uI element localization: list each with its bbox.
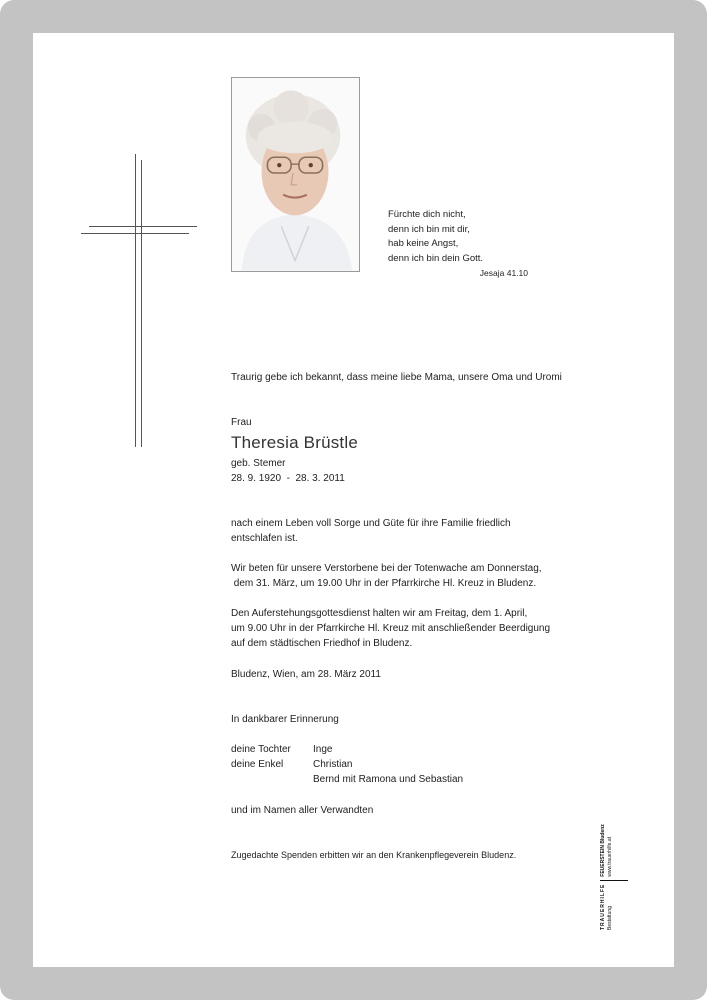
imprint-url[interactable]: www.trauerhilfe.at [606, 836, 613, 877]
verse-line: denn ich bin dein Gott. [388, 252, 484, 264]
family-names: Inge [313, 744, 333, 755]
funeral-line-1: Den Auferstehungsgottesdienst halten wir am Freitag, dem 1. April, [231, 608, 528, 619]
family-list [231, 742, 463, 787]
announcement-text: Traurig gebe ich bekannt, dass meine liebe Mama, unsere Oma und Uromi [231, 372, 562, 383]
imprint-brand-block [600, 884, 628, 930]
imprint-brand: TRAUERHILFE [600, 883, 606, 930]
family-names: Bernd mit Ramona und Sebastian [313, 774, 464, 785]
funeral-line-3: auf dem städtischen Friedhof in Bludenz. [231, 638, 413, 649]
imprint-subtitle: Bestattung [606, 906, 613, 930]
family-row [231, 742, 463, 757]
family-relation [231, 772, 313, 787]
passing-line-2: entschlafen ist. [231, 533, 298, 544]
imprint-company-block [600, 824, 628, 877]
verse-reference: Jesaja 41.10 [479, 268, 528, 278]
deceased-name: Theresia Brüstle [231, 433, 358, 452]
verse-line: hab keine Angst, [388, 238, 459, 249]
life-dates: 28. 9. 1920 - 28. 3. 2011 [231, 473, 345, 484]
verse-line: Fürchte dich nicht, [388, 209, 466, 220]
portrait-photo [231, 77, 360, 272]
relatives-text: und im Namen aller Verwandten [231, 805, 374, 816]
wake-line-1: Wir beten für unsere Verstorbene bei der Totenwache am Donnerstag, [231, 563, 542, 574]
salutation: Frau [231, 417, 252, 428]
passing-line-1: nach einem Leben voll Sorge und Güte für ihre Familie friedlich [231, 518, 511, 529]
family-row [231, 757, 463, 772]
bible-verse [388, 208, 548, 281]
wake-line-2: dem 31. März, um 19.00 Uhr in der Pfarrkirche Hl. Kreuz in Bludenz. [231, 578, 537, 589]
remembrance-text: In dankbarer Erinnerung [231, 714, 339, 725]
verse-line: denn ich bin mit dir, [388, 223, 470, 235]
imprint-divider [600, 880, 628, 881]
imprint-company: FEUERSTEIN Bludenz [600, 824, 606, 877]
funeral-line-2: um 9.00 Uhr in der Pfarrkirche Hl. Kreuz mit anschließender Beerdigung [231, 623, 551, 634]
family-names: Christian [313, 759, 353, 770]
donations-text: Zugedachte Spenden erbitten wir an den Krankenpflegeverein Bludenz. [231, 850, 517, 860]
family-relation: deine Tochter [231, 744, 291, 755]
place-date: Bludenz, Wien, am 28. März 2011 [231, 669, 381, 680]
family-relation: deine Enkel [231, 759, 284, 770]
maiden-name: geb. Stemer [231, 458, 286, 469]
family-row [231, 772, 463, 787]
funeral-home-imprint [600, 820, 628, 930]
